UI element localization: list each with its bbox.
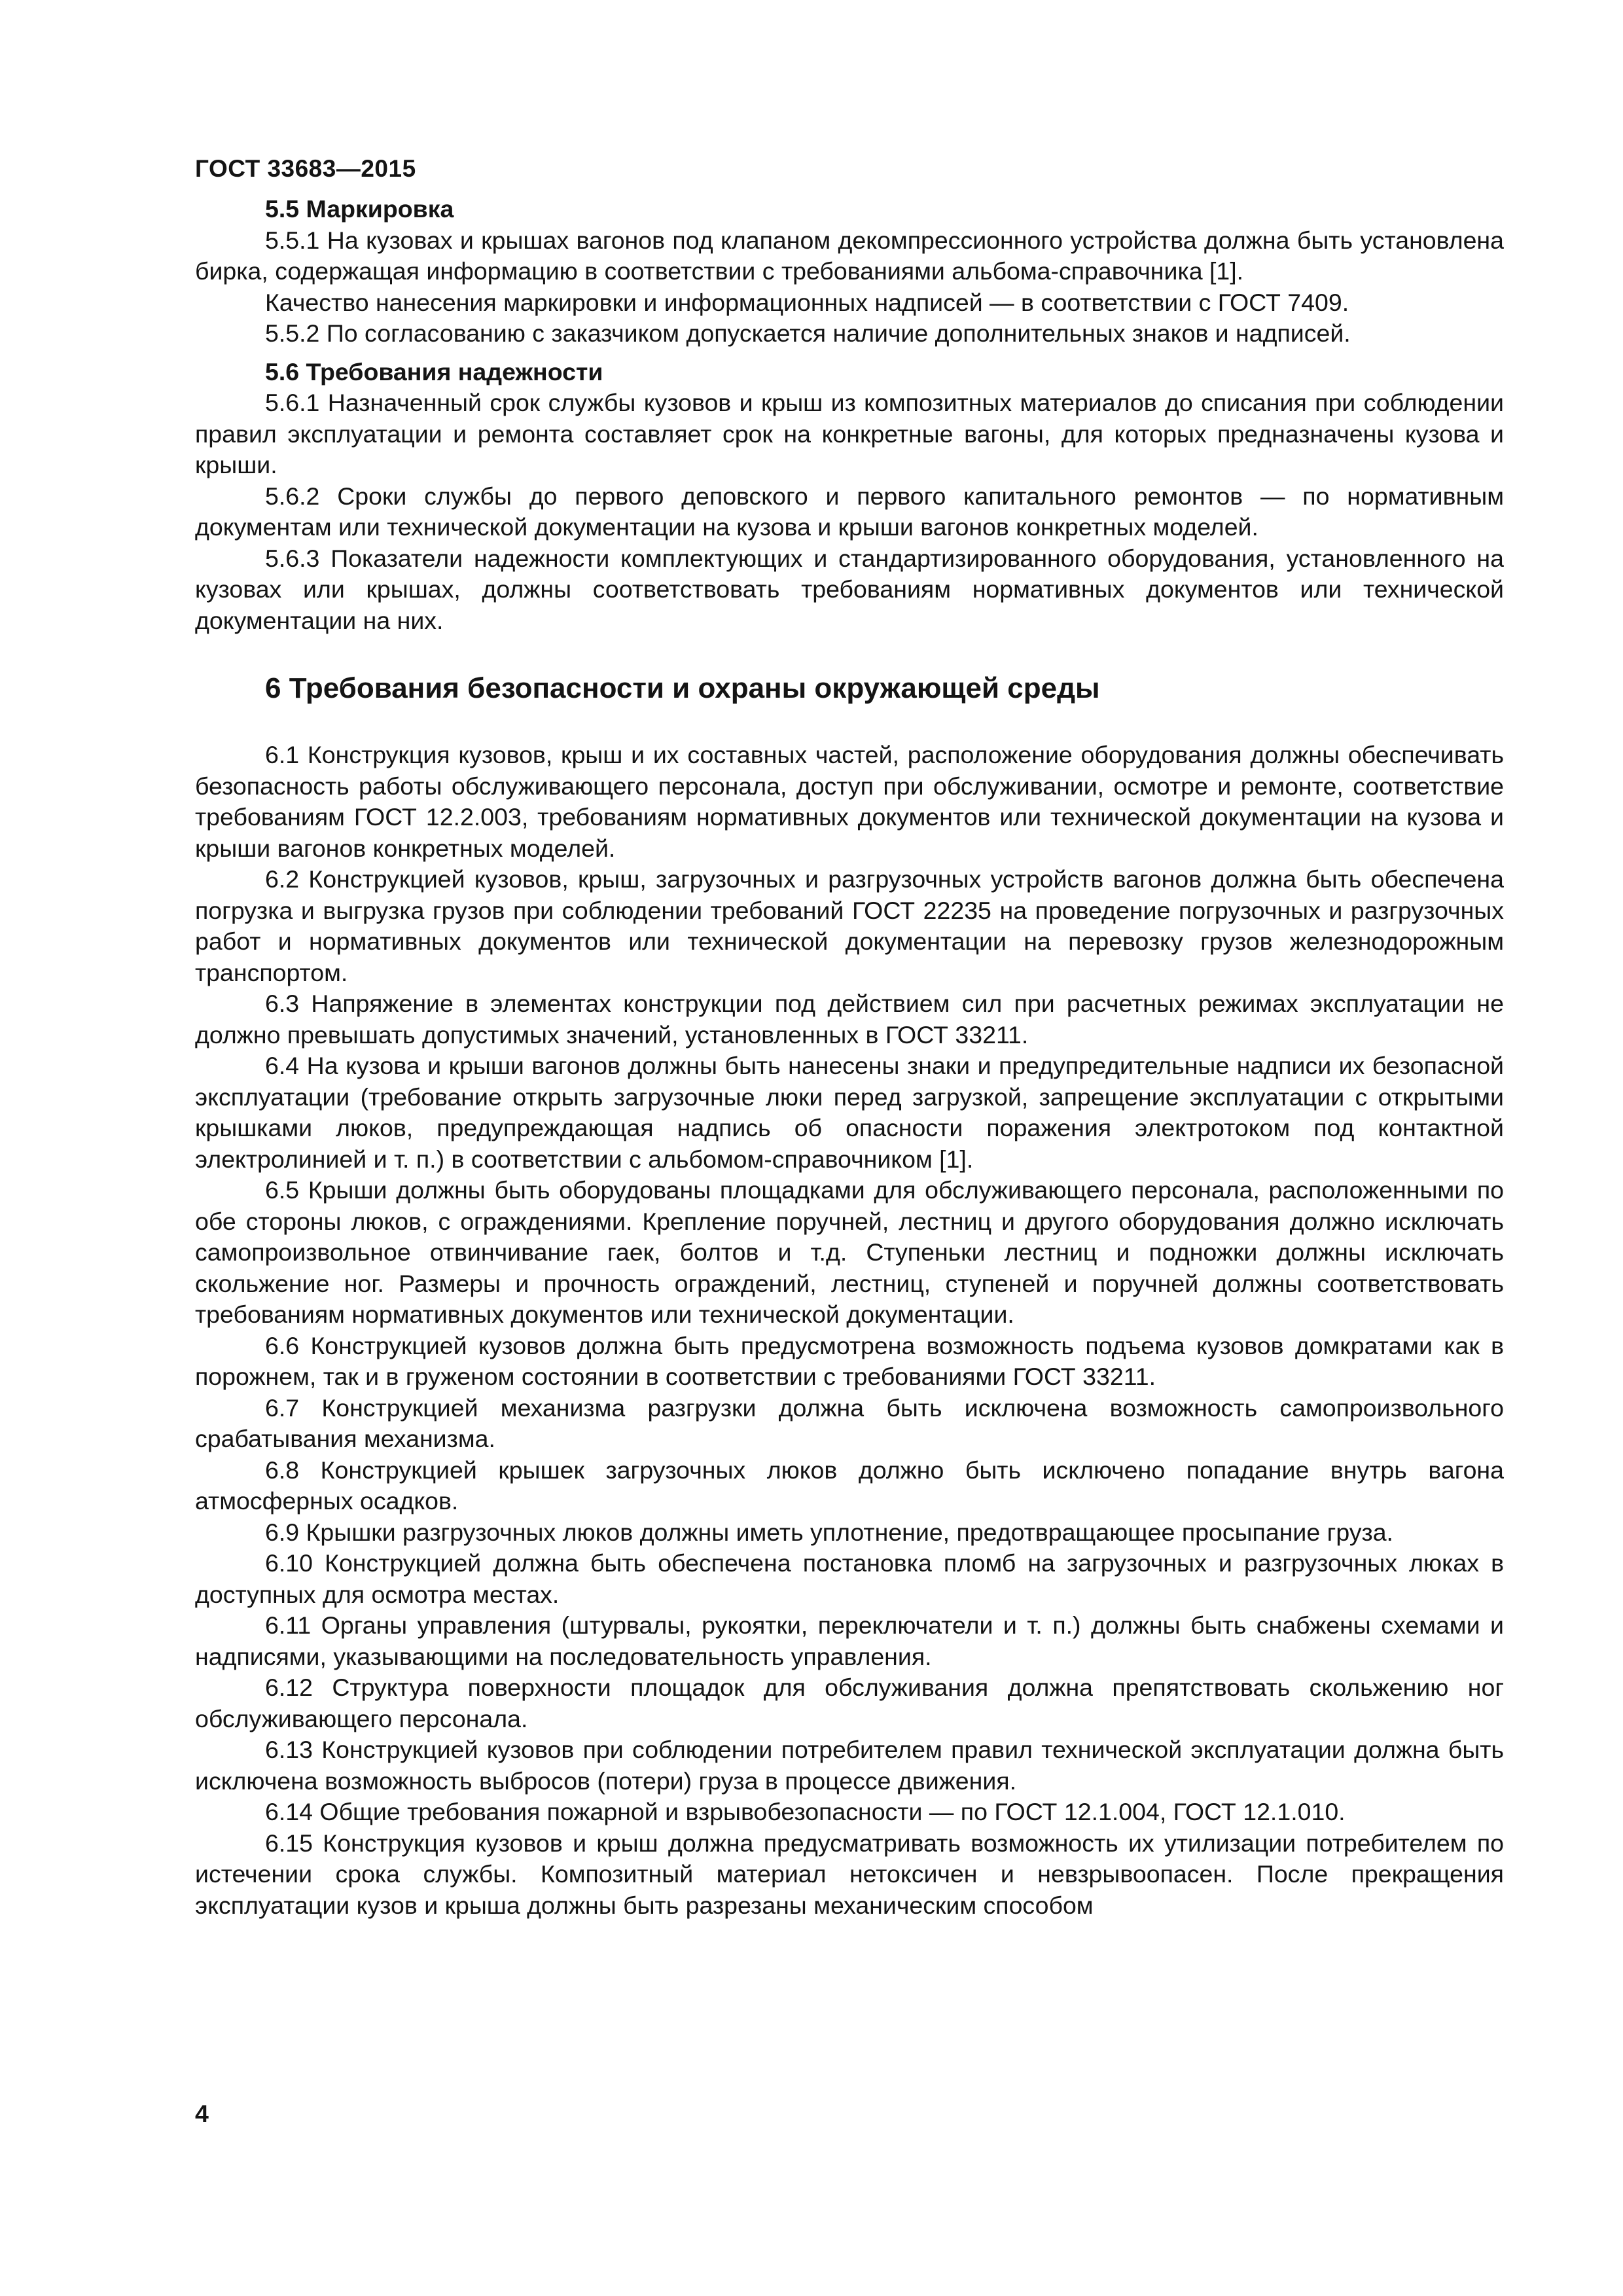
subsection-title-5-5: 5.5 Маркировка [265, 195, 454, 223]
paragraph-6-4: 6.4 На кузова и крыши вагонов должны быть нанесены знаки и предупредительные надписи их безопасной эксплуатации (требование открыть загрузочные люки перед загрузкой, запрещение эксплуатации с открытыми крышками люков, предупреждающая надпись об опасности поражения электротоком под контактной электролинией и т. п.) в соответствии с альбомом-справочником [1]. [195, 1052, 1504, 1173]
paragraph-6-8: 6.8 Конструкцией крышек загрузочных люков должно быть исключено попадание внутрь вагона атмосферных осадков. [195, 1456, 1504, 1515]
paragraph-6-1: 6.1 Конструкция кузовов, крыш и их составных частей, расположение оборудования должны обеспечивать безопасность работы обслуживающего персонала, доступ при обслуживании, осмотре и ремонте, соответствие требованиям ГОСТ 12.2.003, требованиям нормативных документов или технической документации на кузова и крыши вагонов конкретных моделей. [195, 741, 1504, 862]
document-header: ГОСТ 33683—2015 [195, 155, 416, 182]
paragraph-6-12: 6.12 Структура поверхности площадок для обслуживания должна препятствовать скольжению ног обслуживающего персонала. [195, 1674, 1504, 1732]
paragraph-6-6: 6.6 Конструкцией кузовов должна быть предусмотрена возможность подъема кузовов домкратами как в порожнем, так и в груженом состоянии в соответствии с требованиями ГОСТ 33211. [195, 1331, 1504, 1390]
subsection-title-5-6: 5.6 Требования надежности [265, 357, 603, 386]
paragraph-6-9: 6.9 Крышки разгрузочных люков должны иметь уплотнение, предотвращающее просыпание груза. [265, 1518, 1393, 1546]
paragraph-5-6-2: 5.6.2 Сроки службы до первого деповского и первого капитального ремонтов — по нормативным документам или технической документации на кузова и крыши вагонов конкретных моделей. [195, 482, 1504, 541]
paragraph-6-5: 6.5 Крыши должны быть оборудованы площадками для обслуживающего персонала, расположенными по обе стороны люков, с ограждениями. Крепление поручней, лестниц и другого оборудования должно исключать самопроизвольное отвинчивание гаек, болтов и т.д. Ступеньки лестниц и подножки должны исключать скольжение ног. Размеры и прочность ограждений, лестниц, ступеней и поручней должны соответствовать требованиям нормативных документов или технической документации. [195, 1176, 1504, 1328]
document-body [195, 194, 1504, 1921]
paragraph-6-3: 6.3 Напряжение в элементах конструкции под действием сил при расчетных режимах эксплуатации не должно превышать допустимых значений, установленных в ГОСТ 33211. [195, 990, 1504, 1049]
page-number: 4 [195, 2100, 209, 2127]
paragraph-6-15: 6.15 Конструкция кузовов и крыш должна предусматривать возможность их утилизации потребителем по истечении срока службы. Композитный материал нетоксичен и невзрывоопасен. После прекращения эксплуатации кузов и крыша должны быть разрезаны механическим способом [195, 1829, 1504, 1919]
paragraph-6-7: 6.7 Конструкцией механизма разгрузки должна быть исключена возможность самопроизвольного срабатывания механизма. [195, 1393, 1504, 1452]
paragraph-6-14: 6.14 Общие требования пожарной и взрывобезопасности — по ГОСТ 12.1.004, ГОСТ 12.1.010. [265, 1798, 1346, 1825]
paragraph-6-2: 6.2 Конструкцией кузовов, крыш, загрузочных и разгрузочных устройств вагонов должна быть обеспечена погрузка и выгрузка грузов при соблюдении требований ГОСТ 22235 на проведение погрузочных и разгрузочных работ и нормативных документов или технической документации на перевозку грузов железнодорожным транспортом. [195, 865, 1504, 986]
paragraph-6-13: 6.13 Конструкцией кузовов при соблюдении потребителем правил технической эксплуатации должна быть исключена возможность выбросов (потери) груза в процессе движения. [195, 1736, 1504, 1795]
paragraph-5-5-2: 5.5.2 По согласованию с заказчиком допускается наличие дополнительных знаков и надписей. [265, 319, 1351, 347]
paragraph-5-6-1: 5.6.1 Назначенный срок службы кузовов и крыш из композитных материалов до списания при соблюдении правил эксплуатации и ремонта составляет срок на конкретные вагоны, для которых предназначены кузова и крыши. [195, 389, 1504, 478]
paragraph-6-11: 6.11 Органы управления (штурвалы, рукоятки, переключатели и т. п.) должны быть снабжены схемами и надписями, указывающими на последовательность управления. [195, 1611, 1504, 1670]
paragraph-6-10: 6.10 Конструкцией должна быть обеспечена постановка пломб на загрузочных и разгрузочных люках в доступных для осмотра местах. [195, 1549, 1504, 1608]
paragraph-5-6-3: 5.6.3 Показатели надежности комплектующих и стандартизированного оборудования, установленного на кузовах или крышах, должны соответствовать требованиям нормативных документов или технической документации на них. [195, 544, 1504, 634]
paragraph-5-5-1: 5.5.1 На кузовах и крышах вагонов под клапаном декомпрессионного устройства должна быть установлена бирка, содержащая информацию в соответствии с требованиями альбома-справочника [1]. [195, 226, 1504, 285]
section-title-6: 6 Требования безопасности и охраны окружающей среды [265, 672, 1100, 704]
paragraph-5-5-1-quality: Качество нанесения маркировки и информационных надписей — в соответствии с ГОСТ 7409. [265, 288, 1349, 316]
